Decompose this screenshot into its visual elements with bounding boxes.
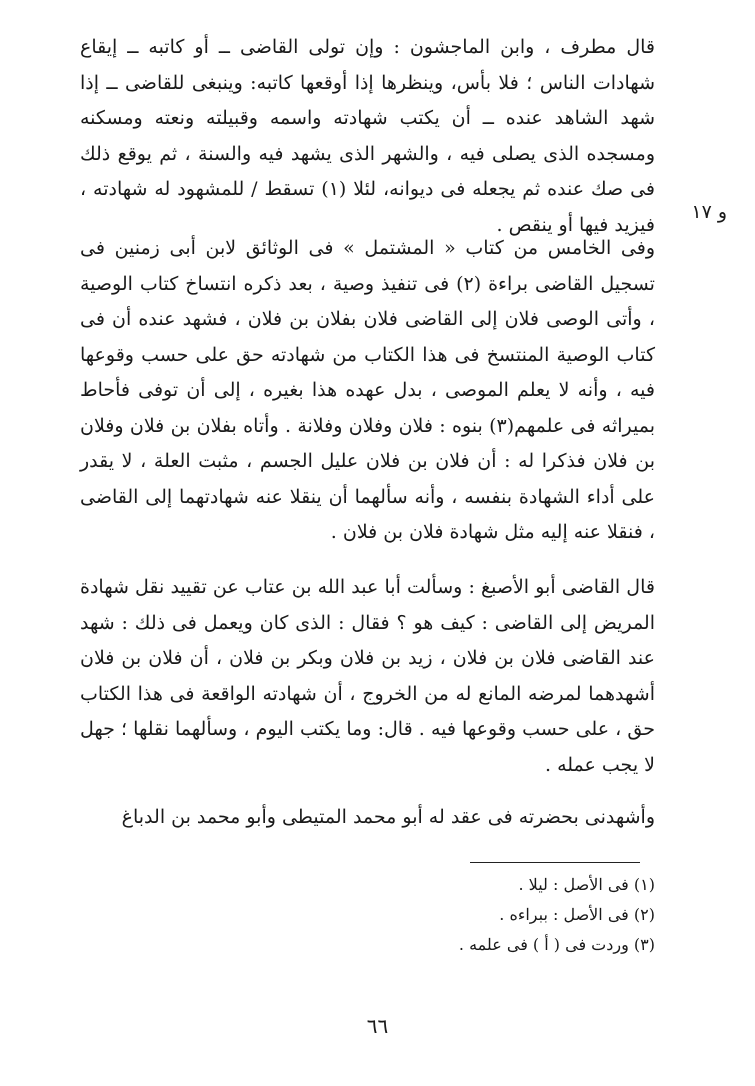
body-paragraph-3 — [80, 570, 655, 783]
paragraph-text: قال القاضى أبو الأصبغ : وسألت أبا عبد الله بن عتاب عن تقييد نقل شهادة المريض إلى القاضى : كيف هو ؟ فقال : الذى كان ويعمل فى ذلك : شهد عند القاضى فلان بن فلان ، زيد بن فلان وبكر بن فلان ، أن فلان بن فلان أشهدهما لمرضه المانع له من الخروج ، أن شهادته الواقعة فى هذا الكتاب حق ، على حسب وقوعها فيه . قال: وما يكتب اليوم ، وسألهما نقلها ؛ جهل لا يجب عمله . — [80, 576, 655, 776]
footnote-1: (١) فى الأصل : ليلا . — [518, 875, 655, 894]
body-paragraph-1 — [80, 30, 655, 243]
page-number: ٦٦ — [366, 1014, 389, 1038]
footnote-3: (٣) وردت فى ( أ ) فى علمه . — [458, 935, 655, 954]
body-paragraph-4 — [80, 800, 655, 836]
paragraph-text: قال مطرف ، وابن الماجشون : وإن تولى القاضى ــ أو كاتبه ــ إيقاع شهادات الناس ؛ فلا بأس، وينظرها إذا أوقعها كاتبه: وينبغى للقاضى ــ إذا شهد الشاهد عنده ــ أن يكتب شهادته واسمه وقبيلته ونعته ومسكنه ومسجده الذى يصلى فيه ، والشهر الذى يشهد فيه والسنة ، ثم يوقع ذلك فى صك عنده ثم يجعله فى ديوانه، لئلا (١) تسقط / للمشهود له شهادته ، فيزيد فيها أو ينقص . — [80, 36, 655, 236]
footnote-divider — [470, 862, 640, 863]
paragraph-text: وفى الخامس من كتاب « المشتمل » فى الوثائق لابن أبى زمنين فى تسجيل القاضى براءة (٢) فى تنفيذ وصية ، بعد ذكره انتساخ كتاب الوصية ، وأتى الوصى فلان إلى القاضى فلان بفلان بن فلان ، فشهد عنده أن فى كتاب الوصية المنتسخ فى هذا الكتاب من شهادته حق على حسب وقوعها فيه ، وأنه لا يعلم الموصى ، بدل عهده هذا بغيره ، إلى أن توفى فأحاط بميراثه فى علمهم(٣) بنوه : فلان وفلان وفلانة . وأتاه بفلان بن فلان وفلان بن فلان فذكرا له : أن فلان بن فلان عليل الجسم ، مثبت العلة ، لا يقدر على أداء الشهادة بنفسه ، وأنه سألهما أن ينقلا عنه شهادتهما إلى القاضى ، فنقلا عنه إليه مثل شهادة فلان بن فلان . — [80, 237, 656, 543]
body-paragraph-2 — [80, 231, 655, 551]
footnote-2: (٢) فى الأصل : ببراءه . — [499, 905, 655, 924]
footnotes — [80, 870, 655, 960]
paragraph-text: وأشهدنى بحضرته فى عقد له أبو محمد المتيطى وأبو محمد بن الدباغ — [121, 806, 655, 828]
margin-folio-note: و ١٧ — [691, 201, 727, 223]
